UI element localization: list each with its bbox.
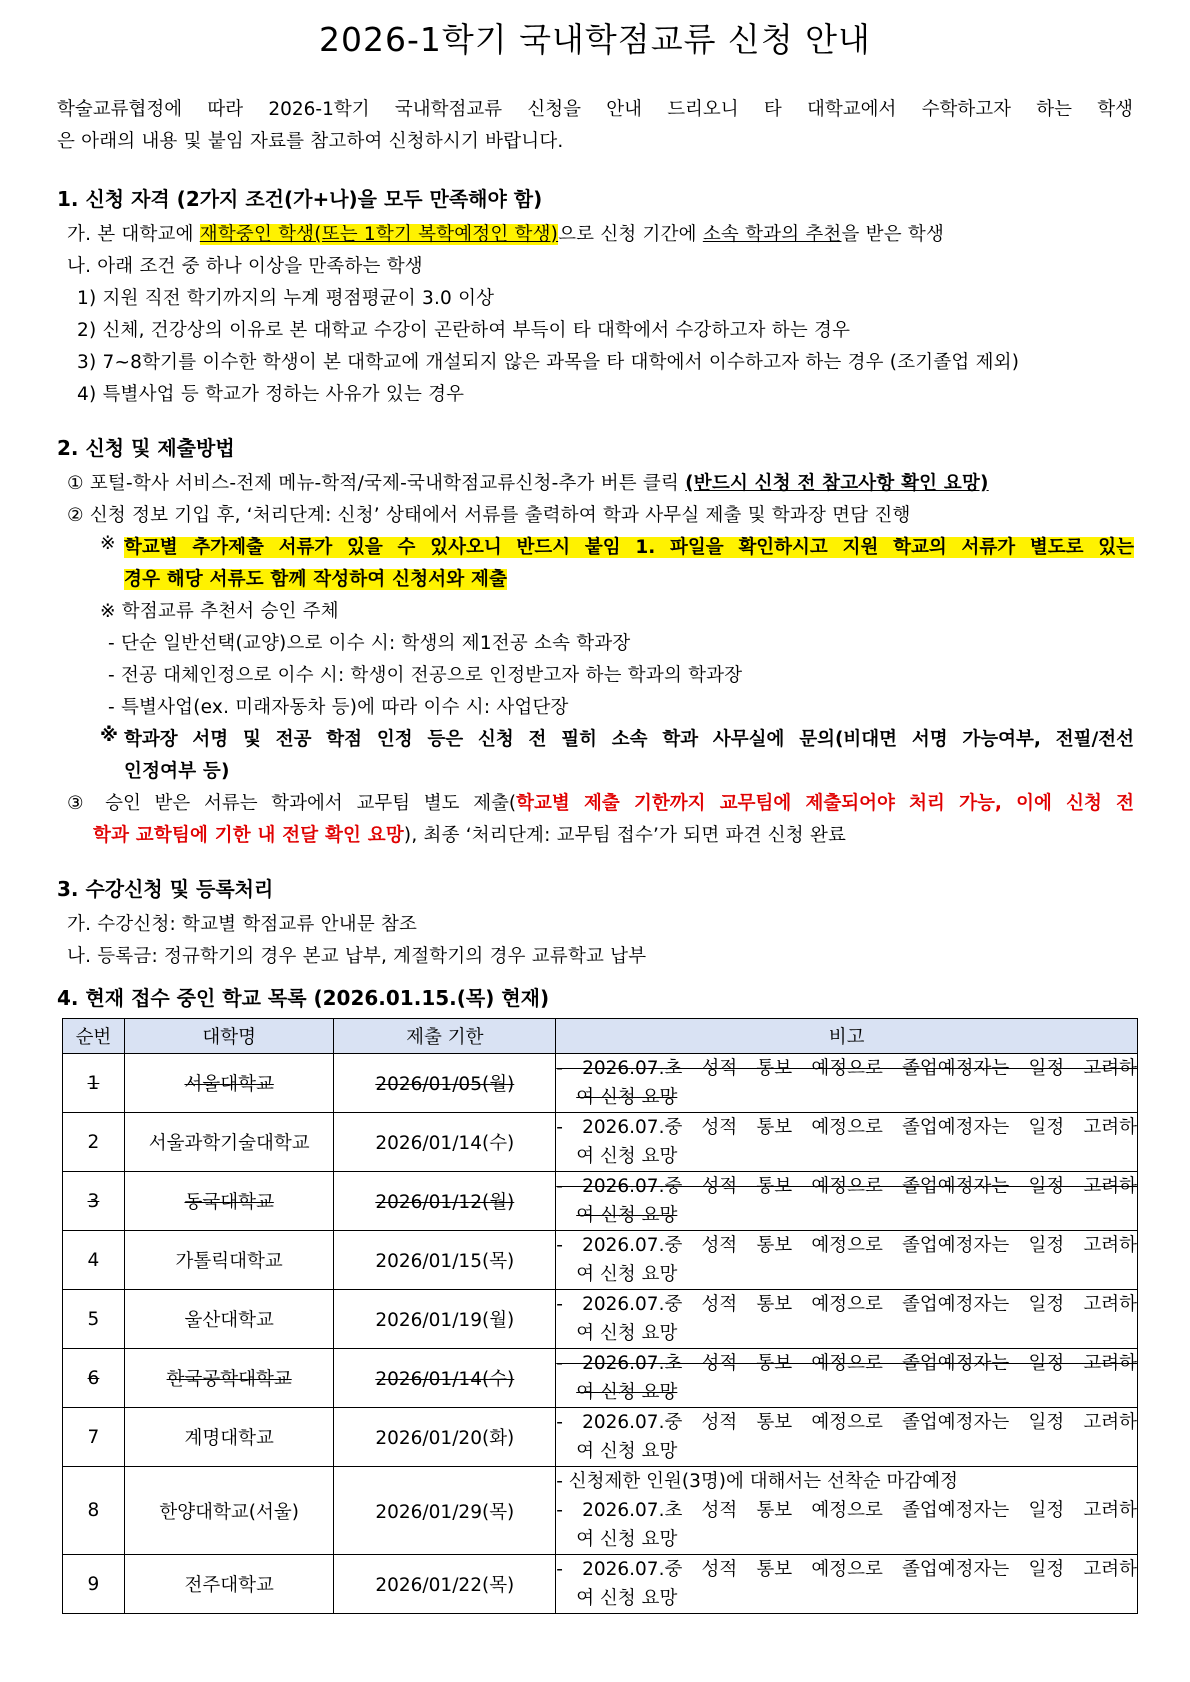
remark-cell	[556, 1555, 1138, 1614]
note-2: ※ 학점교류 추천서 승인 주체	[100, 601, 339, 622]
deadline: 2026/01/05(월)	[334, 1054, 556, 1113]
row-number: 8	[63, 1467, 125, 1555]
step-3-line-2: 학과 교학팀에 기한 내 전달 확인 요망), 최종 ‘처리단계: 교무팀 접수’가 되면 파견 신청 완료	[93, 825, 847, 846]
remark-cell	[556, 1290, 1138, 1349]
page-title: 2026-1학기 국내학점교류 신청 안내	[319, 20, 871, 59]
note-3-line-2: 인정여부 등)	[124, 761, 230, 782]
deadline: 2026/01/22(목)	[334, 1555, 556, 1614]
table-row	[63, 1290, 1138, 1349]
row-number: 3	[63, 1172, 125, 1231]
step-2: ② 신청 정보 기입 후, ‘처리단계: 신청’ 상태에서 서류를 출력하여 학과 사무실 제출 및 학과장 면담 진행	[67, 505, 911, 526]
note-1-line-2: 경우 해당 서류도 함께 작성하여 신청서와 제출	[124, 569, 508, 590]
university-name: 가톨릭대학교	[124, 1231, 334, 1290]
section-1-heading: 1. 신청 자격 (2가지 조건(가+나)을 모두 만족해야 함)	[57, 187, 543, 211]
university-name: 한양대학교(서울)	[124, 1467, 334, 1555]
remark-line: - 신청제한 인원(3명)에 대해서는 선착순 마감예정	[556, 1471, 959, 1492]
remark-cell	[556, 1349, 1138, 1408]
eligibility-na: 나. 아래 조건 중 하나 이상을 만족하는 학생	[67, 256, 423, 277]
row-number: 4	[63, 1231, 125, 1290]
approver-item: - 단순 일반선택(교양)으로 이수 시: 학생의 제1전공 소속 학과장	[108, 633, 631, 654]
remark-line: - 2026.07.중 성적 통보 예정으로 졸업예정자는 일정 고려하	[556, 1235, 1137, 1256]
underlined-dept-recommendation: 소속 학과의 추천	[702, 224, 842, 245]
step-3-line-1: ③ 승인 받은 서류는 학과에서 교무팀 별도 제출(학교별 제출 기한까지 교무팀에 제출되어야 처리 가능, 이에 신청 전	[67, 793, 1134, 814]
highlighted-enrolled-student: 재학중인 학생(또는 1학기 복학예정인 학생)	[199, 224, 559, 245]
university-name: 한국공학대학교	[124, 1349, 334, 1408]
table-row	[63, 1349, 1138, 1408]
university-name: 동국대학교	[124, 1172, 334, 1231]
step-3-deadline-warning: 학교별 제출 기한까지 교무팀에 제출되어야 처리 가능, 이에 신청 전	[516, 793, 1134, 814]
row-number: 1	[63, 1054, 125, 1113]
table-row	[63, 1113, 1138, 1172]
row-number: 2	[63, 1113, 125, 1172]
remark-line: 여 신청 요망	[576, 1382, 678, 1403]
remark-cell	[556, 1054, 1138, 1113]
row-number: 7	[63, 1408, 125, 1467]
step-1-emphasis: (반드시 신청 전 참고사항 확인 요망)	[685, 473, 989, 494]
deadline: 2026/01/15(목)	[334, 1231, 556, 1290]
remark-line: 여 신청 요망	[576, 1323, 678, 1344]
step-1	[67, 469, 989, 495]
approver-item: - 전공 대체인정으로 이수 시: 학생이 전공으로 인정받고자 하는 학과의 학과장	[108, 665, 743, 686]
column-header: 순번	[63, 1019, 125, 1054]
university-name: 울산대학교	[124, 1290, 334, 1349]
table-row	[63, 1054, 1138, 1113]
remark-line: - 2026.07.초 성적 통보 예정으로 졸업예정자는 일정 고려하	[556, 1500, 1137, 1521]
step-1-text: ① 포털-학사 서비스-전제 메뉴-학적/국제-국내학점교류신청-추가 버튼 클릭	[67, 473, 686, 494]
remark-cell	[556, 1172, 1138, 1231]
row-number: 9	[63, 1555, 125, 1614]
remark-cell	[556, 1467, 1138, 1555]
section-4-heading: 4. 현재 접수 중인 학교 목록 (2026.01.15.(목) 현재)	[57, 986, 550, 1010]
course-registration: 가. 수강신청: 학교별 학점교류 안내문 참조	[67, 914, 418, 935]
row-number: 6	[63, 1349, 125, 1408]
university-name: 계명대학교	[124, 1408, 334, 1467]
table-row	[63, 1172, 1138, 1231]
university-name: 서울과학기술대학교	[124, 1113, 334, 1172]
remark-line: 여 신청 요망	[576, 1588, 678, 1609]
section-3-heading: 3. 수강신청 및 등록처리	[57, 877, 274, 901]
column-header: 제출 기한	[334, 1019, 556, 1054]
table-row	[63, 1467, 1138, 1555]
remark-line: 여 신청 요망	[576, 1205, 678, 1226]
remark-cell	[556, 1408, 1138, 1467]
university-name: 전주대학교	[124, 1555, 334, 1614]
deadline: 2026/01/20(화)	[334, 1408, 556, 1467]
remark-cell	[556, 1113, 1138, 1172]
remark-line: - 2026.07.중 성적 통보 예정으로 졸업예정자는 일정 고려하	[556, 1559, 1137, 1580]
university-name: 서울대학교	[124, 1054, 334, 1113]
intro-line-2: 은 아래의 내용 및 붙임 자료를 참고하여 신청하시기 바랍니다.	[57, 131, 564, 152]
condition-item: 4) 특별사업 등 학교가 정하는 사유가 있는 경우	[77, 384, 465, 405]
eligibility-ga-suffix: 을 받은 학생	[841, 224, 945, 245]
row-number: 5	[63, 1290, 125, 1349]
deadline: 2026/01/19(월)	[334, 1290, 556, 1349]
table-row	[63, 1408, 1138, 1467]
deadline: 2026/01/14(수)	[334, 1349, 556, 1408]
remark-line: 여 신청 요망	[576, 1529, 678, 1550]
remark-cell	[556, 1231, 1138, 1290]
remark-line: 여 신청 요망	[576, 1264, 678, 1285]
remark-line: - 2026.07.초 성적 통보 예정으로 졸업예정자는 일정 고려하	[556, 1353, 1137, 1374]
column-header: 비고	[556, 1019, 1138, 1054]
remark-line: - 2026.07.초 성적 통보 예정으로 졸업예정자는 일정 고려하	[556, 1058, 1137, 1079]
eligibility-ga-prefix: 가. 본 대학교에	[67, 224, 200, 245]
remark-line: - 2026.07.중 성적 통보 예정으로 졸업예정자는 일정 고려하	[556, 1117, 1137, 1138]
condition-item: 3) 7~8학기를 이수한 학생이 본 대학교에 개설되지 않은 과목을 타 대학에서 이수하고자 하는 경우 (조기졸업 제외)	[77, 352, 1020, 373]
school-list-table	[62, 1018, 1138, 1614]
column-header: 대학명	[124, 1019, 334, 1054]
remark-line: 여 신청 요망	[576, 1146, 678, 1167]
deadline: 2026/01/29(목)	[334, 1467, 556, 1555]
note-3-line-1: 학과장 서명 및 전공 학점 인정 등은 신청 전 필히 소속 학과 사무실에 문의(비대면 서명 가능여부, 전필/전선	[124, 729, 1134, 750]
condition-item: 2) 신체, 건강상의 이유로 본 대학교 수강이 곤란하여 부득이 타 대학에서 수강하고자 하는 경우	[77, 320, 851, 341]
remark-line: - 2026.07.중 성적 통보 예정으로 졸업예정자는 일정 고려하	[556, 1294, 1137, 1315]
table-row	[63, 1231, 1138, 1290]
note-1-line-1: 학교별 추가제출 서류가 있을 수 있사오니 반드시 붙임 1. 파일을 확인하시고 지원 학교의 서류가 별도로 있는	[124, 537, 1134, 558]
table-row	[63, 1555, 1138, 1614]
approver-item: - 특별사업(ex. 미래자동차 등)에 따라 이수 시: 사업단장	[108, 697, 569, 718]
remark-line: - 2026.07.중 성적 통보 예정으로 졸업예정자는 일정 고려하	[556, 1412, 1137, 1433]
remark-line: 여 신청 요망	[576, 1441, 678, 1462]
remark-line: - 2026.07.중 성적 통보 예정으로 졸업예정자는 일정 고려하	[556, 1176, 1137, 1197]
remark-line: 여 신청 요망	[576, 1087, 678, 1108]
section-2-heading: 2. 신청 및 제출방법	[57, 436, 235, 460]
eligibility-ga	[67, 220, 944, 246]
tuition-payment: 나. 등록금: 정규학기의 경우 본교 납부, 계절학기의 경우 교류학교 납부	[67, 946, 647, 967]
condition-item: 1) 지원 직전 학기까지의 누계 평점평균이 3.0 이상	[77, 288, 495, 309]
deadline: 2026/01/12(월)	[334, 1172, 556, 1231]
note-1-mark: ※	[100, 533, 116, 554]
intro-line-1: 학술교류협정에 따라 2026-1학기 국내학점교류 신청을 안내 드리오니 타 대학교에서 수학하고자 하는 학생	[57, 99, 1133, 120]
note-3-mark: ※	[100, 725, 119, 746]
deadline: 2026/01/14(수)	[334, 1113, 556, 1172]
eligibility-ga-middle: 으로 신청 기간에	[558, 224, 703, 245]
